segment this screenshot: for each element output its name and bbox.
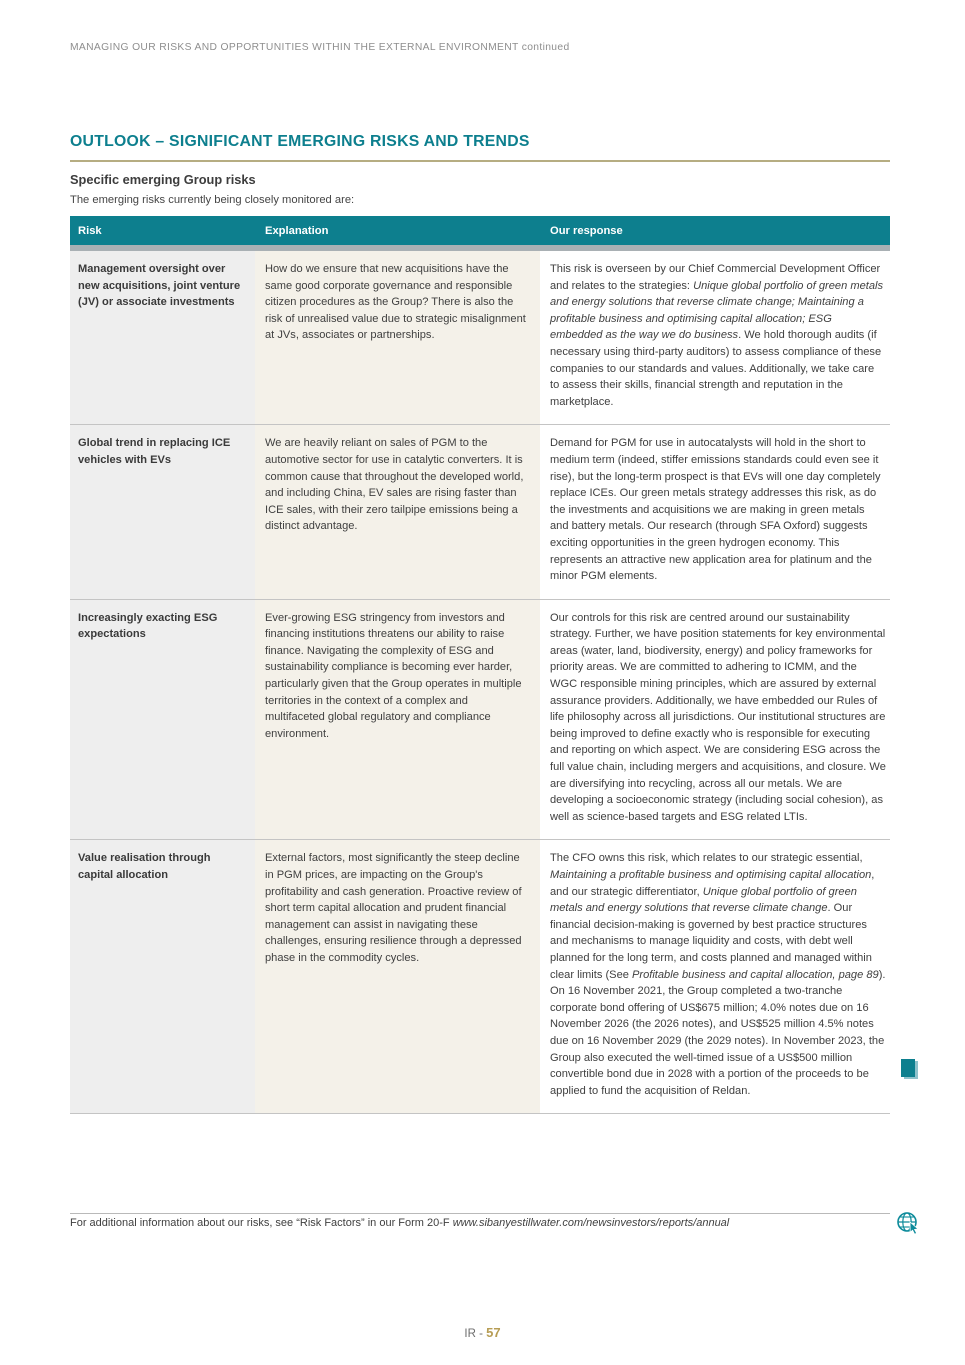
response-text: Demand for PGM for use in autocatalysts will hold in the short to medium term (indeed, stiffer emissions standards could even see it rise), but the long-term prospect is that EVs will one day completely replace ICEs. Our green metals strategy addresses this risk, as do the investments and acquisitions we are making in green metals and battery metals. Our research (through SFA Oxford) suggests exciting opportunities in the green hydrogen economy. This represents an attractive new application area for platinum and the minor PGM elements. — [550, 437, 881, 583]
footnote-link[interactable]: www.sibanyestillwater.com/newsinvestors/reports/annual — [452, 1217, 730, 1229]
table-row — [70, 425, 890, 599]
section-intro-text: The emerging risks currently being closely monitored are: — [70, 194, 355, 206]
column-header-risk: Risk — [78, 224, 102, 237]
emerging-risks-table — [70, 216, 890, 1114]
running-header — [70, 42, 570, 53]
response-text: This risk is overseen by our Chief Commercial Development Officer and relates to the strategies: — [550, 263, 881, 292]
table-row — [70, 600, 890, 841]
response-cell — [540, 840, 890, 1113]
response-text: . We hold thorough audits (if necessary using third-party auditors) to assess compliance of these companies to our standards and values. Additionally, we take care to assess their skills, financial strength and reputation in the marketplace. — [550, 329, 882, 408]
response-emphasis: Profitable business and capital allocation, page 89 — [632, 968, 879, 981]
response-text: . Our financial decision-making is governed by best practice structures and mechanisms to manage liquidity and costs, with debt well planned for the long term, and costs planned and managed within clear limits (See — [550, 902, 872, 981]
document-pages-icon[interactable] — [900, 1058, 922, 1084]
explanation-cell: External factors, most significantly the steep decline in PGM prices, are impacting on the Group's profitability and cash generation. Proactive review of short term capital allocation and prudent financial management can assist in navigating these challenges, ensuring resilience through a depressed phase in the commodity cycles. — [255, 840, 540, 1113]
page-number — [0, 1325, 965, 1340]
response-cell — [540, 251, 890, 424]
response-emphasis: Unique global portfolio of green metals and energy solutions that reverse climate change; Maintaining a profitable business and optimising capital allocation; ESG embedded as the way we do business — [550, 279, 884, 342]
page-title: OUTLOOK – SIGNIFICANT EMERGING RISKS AND TRENDS — [70, 133, 530, 150]
column-header-explanation: Explanation — [265, 224, 329, 237]
table-body — [70, 251, 890, 1114]
explanation-cell: We are heavily reliant on sales of PGM to the automotive sector for use in catalytic converters. It is common cause that throughout the developed world, and including China, EV sales are rising faster than ICE sales, with their zero tailpipe emissions being a distinct advantage. — [255, 425, 540, 598]
explanation-cell: Ever-growing ESG stringency from investors and financing institutions threatens our ability to raise finance. Navigating the complexity of ESG and sustainability compliance is becoming ever harder, particularly given that the Group operates in multiple territories in the context of a complex and multifaceted global regulatory and compliance environment. — [255, 600, 540, 840]
column-header-response: Our response — [550, 224, 623, 237]
globe-cursor-icon[interactable] — [896, 1210, 922, 1236]
page-number-value: 57 — [486, 1325, 501, 1340]
title-divider — [70, 160, 890, 162]
table-row — [70, 840, 890, 1114]
footnote-text: For additional information about our risks, see “Risk Factors” in our Form 20-F — [70, 1217, 453, 1229]
risk-cell: Value realisation through capital allocation — [70, 840, 255, 1113]
risk-cell: Management oversight over new acquisitions, joint venture (JV) or associate investments — [70, 251, 255, 424]
running-header-main: MANAGING OUR RISKS AND OPPORTUNITIES WITHIN THE EXTERNAL ENVIRONMENT — [70, 42, 519, 53]
page-number-prefix: IR - — [464, 1328, 487, 1340]
response-text: The CFO owns this risk, which relates to our strategic essential, — [550, 852, 863, 865]
response-cell — [540, 600, 890, 840]
response-cell — [540, 425, 890, 598]
table-row — [70, 251, 890, 425]
response-text: ). On 16 November 2021, the Group completed a two-tranche corporate bond offering of US$675 million; 4.0% notes due on 16 November 2026 (the 2026 notes), and US$525 million 4.5% notes due on 16 November 2029 (the 2029 notes). In November 2023, the Group also executed the well-timed issue of a US$500 million convertible bond due in 2028 with a portion of the proceeds to be applied to fund the acquisition of Reldan. — [550, 968, 886, 1097]
footnote-divider — [70, 1213, 890, 1214]
table-header-row — [70, 216, 890, 245]
section-subtitle: Specific emerging Group risks — [70, 172, 256, 187]
response-emphasis: Unique global portfolio of green metals and energy solutions that reverse climate change — [550, 885, 857, 915]
response-text: , and our strategic differentiator, — [550, 869, 875, 898]
risk-cell: Global trend in replacing ICE vehicles with EVs — [70, 425, 255, 598]
footnote — [70, 1217, 880, 1229]
response-emphasis: Maintaining a profitable business and optimising capital allocation — [550, 869, 872, 881]
running-header-continued: continued — [518, 42, 570, 53]
risk-cell: Increasingly exacting ESG expectations — [70, 600, 255, 840]
response-text: Our controls for this risk are centred around our sustainability strategy. Further, we have position statements for key environmental areas (water, land, biodiversity, energy) and policy frameworks for priority areas. We are committed to adhering to ICMM, and the WGC responsible mining principles, which are assured by external assurance providers. Additionally, we have embedded our Rules of life philosophy across all jurisdictions. Our institutional structures are being improved to define exactly who is responsible for executing and reporting on which aspect. We are considering ESG across the full value chain, including mergers and acquisitions, and closure. We are diversifying into recycling, across all our metals. We are developing a socioeconomic strategy (including social cohesion), as well as science-based targets and ESG related LTIs. — [550, 611, 886, 823]
explanation-cell: How do we ensure that new acquisitions have the same good corporate governance and responsible citizen procedures as the Group? There is also the risk of unrealised value due to strategic misalignment at JVs, associates or partnerships. — [255, 251, 540, 424]
